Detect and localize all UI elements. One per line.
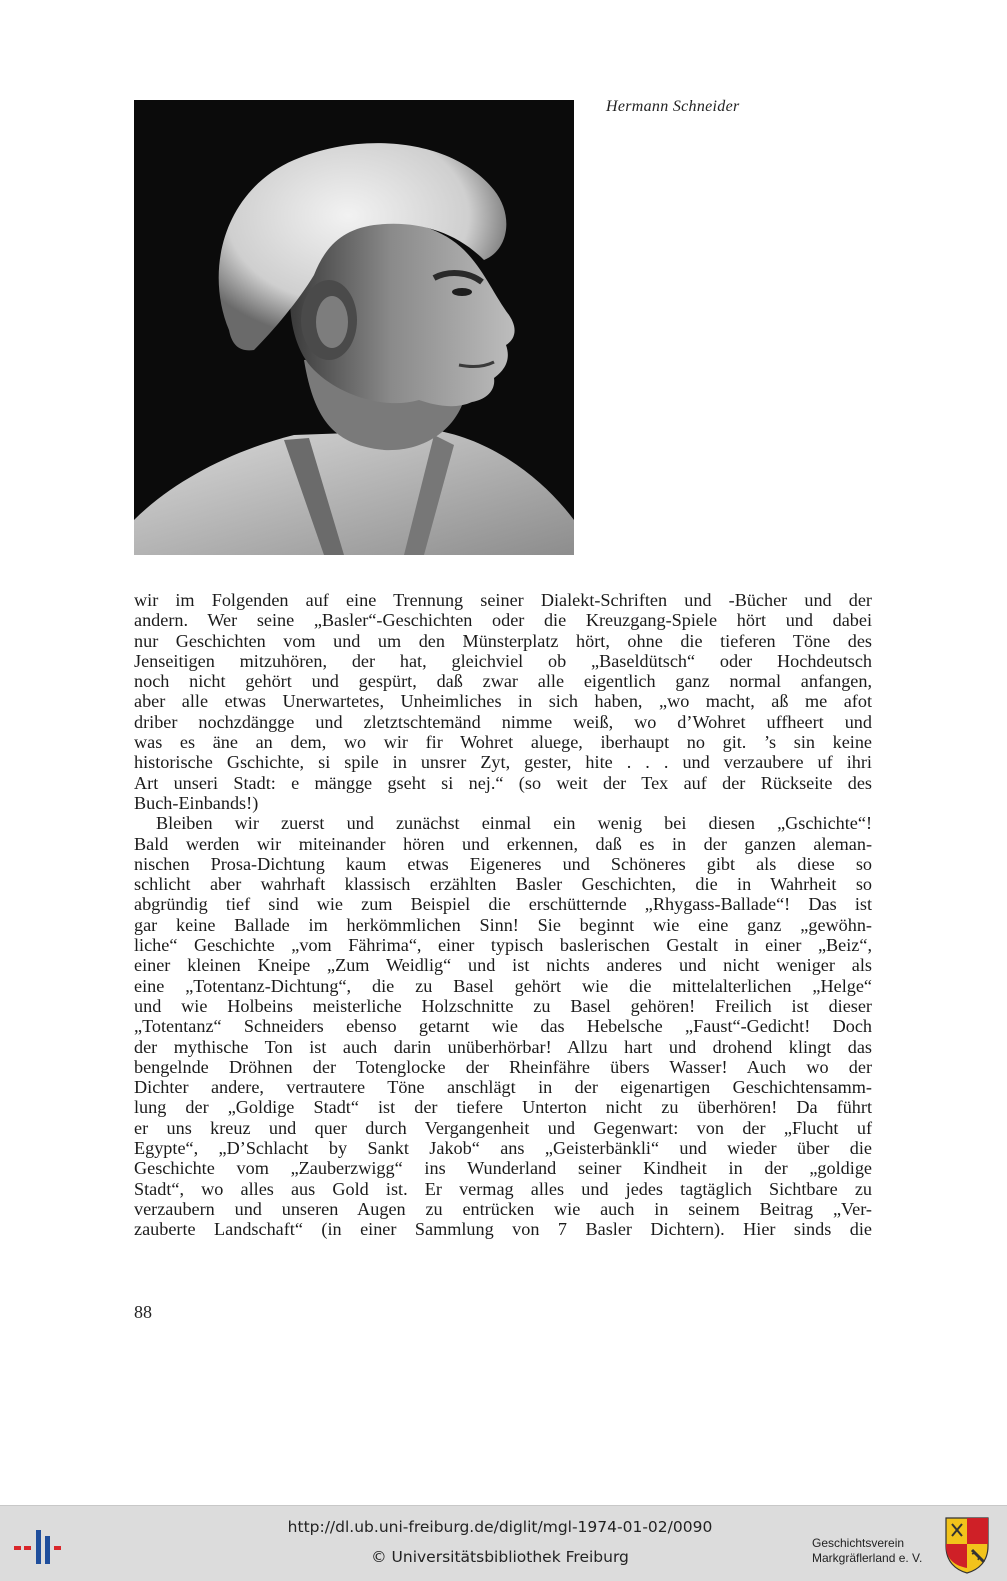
text-line: driber nochzdängge und zletztschtemänd nimme weiß, wo d’Wohret uffheert und [134,711,872,732]
text-line: historische Gschichte, si spile in unsrer Zyt, gester, hite . . . und verzaubere uf ihri [134,752,872,773]
text-line: nur Geschichten vom und um den Münsterplatz hört, ohne die tieferen Töne des [134,630,872,651]
photo-caption: Hermann Schneider [606,98,740,115]
text-line: was es äne an dem, wo wir fir Wohret aluege, iberhaupt no git. ’s sin keine [134,732,872,753]
text-line: eine „Totentanz-Dichtung“, die zu Basel gehört wie die mittelalterlichen „Helge“ [134,975,872,996]
society-name [812,1536,922,1566]
society-line-1: Geschichtsverein [812,1536,905,1550]
text-line: und wie Holbeins meisterliche Holzschnitte zu Basel gehören! Freilich ist dieser [134,995,872,1016]
text-line: verzaubern und unseren Augen zu entrücken wie auch in seinem Beitrag „Ver- [134,1198,872,1219]
paragraph-2 [134,813,872,1239]
page-number: 88 [134,1302,152,1322]
text-line: Egypte“, „D’Schlacht by Sankt Jakob“ ans „Geisterbänkli“ und wieder über die [134,1138,872,1159]
text-line: liche“ Geschichte „vom Fährima“, einer typisch baslerischen Gestalt in einer „Beiz“, [134,935,872,956]
coat-of-arms-icon [944,1516,990,1574]
text-line: aber alle etwas Unerwartetes, Unheimliches in sich haben, „wo macht, aß me afot [134,691,872,712]
text-line: Jenseitigen mitzuhören, der hat, gleichviel ob „Baseldütsch“ oder Hochdeutsch [134,650,872,671]
text-line: schlicht aber wahrhaft klassisch erzählten Basler Geschichten, die in Wahrheit so [134,874,872,895]
text-line: Buch-Einbands!) [134,792,259,813]
text-line: der mythische Ton ist auch darin unüberhörbar! Allzu hart und drohend klingt das [134,1036,872,1057]
copyright-notice: © Universitätsbibliothek Freiburg [371,1548,629,1566]
text-line: er uns kreuz und quer durch Vergangenheit und Gegenwart: von der „Flucht uf [134,1117,872,1138]
portrait-photo [134,100,574,555]
text-line: lung der „Goldige Stadt“ ist der tiefere Unterton nicht zu überhören! Da führt [134,1097,872,1118]
permalink-url[interactable]: http://dl.ub.uni-freiburg.de/diglit/mgl-1974-01-02/0090 [287,1518,713,1536]
text-line: Bald werden wir miteinander hören und erkennen, daß es in der ganzen aleman- [134,833,872,854]
text-line: andern. Wer seine „Basler“-Geschichten oder die Kreuzgang-Spiele hört und dabei [134,610,872,631]
text-line: Geschichte vom „Zauberzwigg“ ins Wunderland seiner Kindheit in der „goldige [134,1158,872,1179]
society-line-2: Markgräflerland e. V. [812,1551,923,1565]
text-line: Art unseri Stadt: e mängge gseht si nej.“ (so weit der Tex auf der Rückseite des [134,772,872,793]
article-body [134,590,872,1240]
text-line: Dichter andere, vertrautere Töne anschlägt in der eigenartigen Geschichtensamm- [134,1077,872,1098]
library-logo-icon[interactable] [14,1526,66,1568]
text-line: Stadt“, wo alles aus Gold ist. Er vermag alles und jedes tagtäglich Sichtbare zu [134,1178,872,1199]
text-line: Bleiben wir zuerst und zunächst einmal ein wenig bei diesen „Gschichte“! [156,813,872,834]
text-line: abgründig tief sind wie zum Beispiel die erschütternde „Rhygass-Ballade“! Das ist [134,894,872,915]
paragraph-1 [134,590,872,813]
text-line: bengelnde Dröhnen der Totenglocke der Rheinfähre übers Wasser! Auch wo der [134,1056,872,1077]
text-line: wir im Folgenden auf eine Trennung seiner Dialekt-Schriften und -Bücher und der [134,590,872,610]
portrait-image [134,100,574,555]
text-line: „Totentanz“ Schneiders ebenso getarnt wie das Hebelsche „Faust“-Gedicht! Doch [134,1016,872,1037]
text-line: zauberte Landschaft“ (in einer Sammlung von 7 Basler Dichtern). Hier sinds die [134,1219,872,1240]
text-line: einer kleinen Kneipe „Zum Weidlig“ und ist nichts anderes und nicht weniger als [134,955,872,976]
text-line: nischen Prosa-Dichtung kaum etwas Eigeneres und Schöneres gibt als diese so [134,853,872,874]
footer-bar [0,1505,1007,1581]
text-line: gar keine Ballade im herkömmlichen Sinn! Sie beginnt wie eine ganz „gewöhn- [134,914,872,935]
text-line: noch nicht gehört und gespürt, daß zwar alle eigentlich ganz normal anfangen, [134,671,872,692]
